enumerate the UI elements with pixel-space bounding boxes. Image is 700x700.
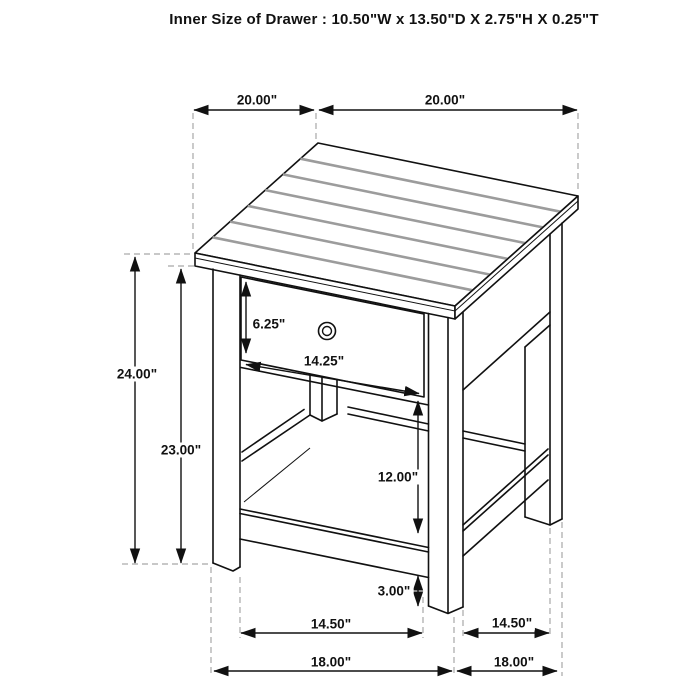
dim-label-base-width-front: 18.00" xyxy=(308,655,354,670)
front-leg xyxy=(429,312,464,614)
dim-label-leg-span-front: 14.50" xyxy=(308,617,354,632)
dim-label-leg-span-side: 14.50" xyxy=(489,616,535,631)
dim-label-base-depth-side: 18.00" xyxy=(491,655,537,670)
dim-label-overall-height: 24.00" xyxy=(114,367,160,382)
dim-label-leg-height: 23.00" xyxy=(158,443,204,458)
left-leg xyxy=(213,269,240,571)
diagram-title: Inner Size of Drawer : 10.50"W x 13.50"D X 2.75"H X 0.25"T xyxy=(169,11,599,28)
dim-label-foot-height: 3.00" xyxy=(375,584,414,599)
lower-shelf xyxy=(240,448,548,578)
right-leg xyxy=(525,223,562,525)
drawer-support-post xyxy=(310,374,337,421)
dim-label-shelf-clearance: 12.00" xyxy=(375,470,421,485)
dim-label-top-width-right: 20.00" xyxy=(422,93,468,108)
interior-rails xyxy=(242,407,525,461)
dim-label-drawer-width: 14.25" xyxy=(301,354,347,369)
dim-label-drawer-height: 6.25" xyxy=(250,317,289,332)
dim-label-top-width-left: 20.00" xyxy=(234,93,280,108)
side-apron xyxy=(463,312,550,390)
